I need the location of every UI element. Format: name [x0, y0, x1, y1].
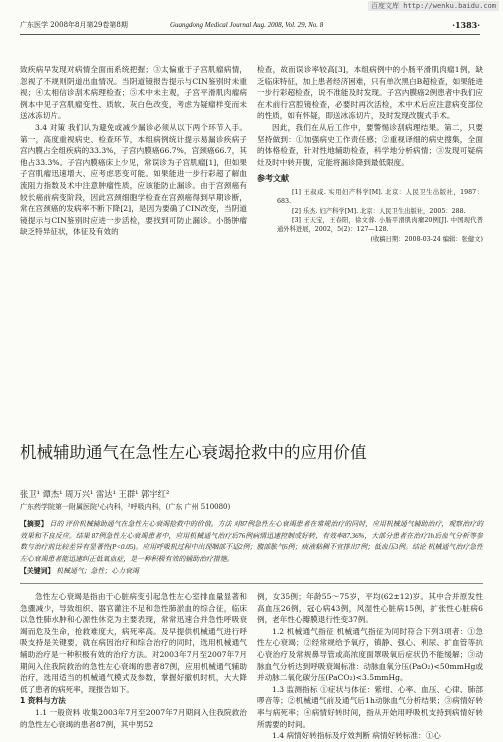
paragraph: 1.1 一般资料 收集2003年7月至2007年7月期间入住我院救治的急性左心衰竭的患者87例，其中男52	[20, 707, 247, 729]
paragraph: 1.3 监测指标 ①症状与体征：紫绀、心率、血压、心律、肺部啰音等；②机械通气前及通气后1h动脉血气分析结果；③病情好转率与病死率；④病情好转时间，指从开始用呼吸机支持到病情好转所需要的时间。	[257, 684, 483, 729]
received-date: (收稿日期：2008-03-24 编辑：张健文)	[370, 236, 483, 244]
reference-item: [2] 乐杰. 妇产科学[M]. 北京：人民卫生出版社，2005：288.	[292, 207, 466, 215]
abstract-label: 【摘要】	[20, 520, 48, 528]
paragraph: 例，女35例；年龄55～75岁，平均(62±12)岁。其中合并原发性高血压26例，冠心病43例，风湿性心脏病15例，扩张性心脏病6例，老年性心瓣膜退行性变37例。	[257, 592, 483, 625]
paragraph: 1.4 病情好转指标及疗效判断 病情好转标准：①心	[272, 731, 441, 741]
top-left-column	[20, 64, 247, 238]
abstract-text: 目的 评价机械辅助通气在急性左心衰竭抢救中的价值。方法 对87例急性左心衰竭患者在常规治疗的同时，应用机械通气辅助治疗，观察治疗的效果和不良反应。结果 87例急性左心衰竭患者中，应用机械通气治疗后76例病情迅速控制或好转，有效率87.36%，大部分患者在治疗1h后血气分析等参数与治疗前比较差异有显著性(P<0.05)。应用呼吸机过程中出现咽部不适2例；腹部胀气6例；痰液粘稠不宜排出7例；低血压3例。结论 机械通气治疗急性左心衰竭患者能迅速纠正低氧血症，是一种积极有效的辅助治疗措施。	[20, 521, 483, 563]
keywords-text: 机械通气；急性；心力衰竭	[56, 568, 139, 575]
keywords	[20, 566, 483, 578]
reference-item: [3] 王天宝，王春阳，徐文蓉. 小肠平滑肌肉瘤20例[J]. 中国现代普通外科进展，2002，5(2)：127—128.	[277, 216, 483, 234]
keywords-label: 【关键词】	[20, 567, 55, 575]
header-journal-en: Guangdong Medical Journal Aug. 2008, Vol. 29, No. 8	[170, 21, 324, 29]
paragraph: 致疾病早发现对病情全面而系统把握；③太偏重于子宫肌瘤病情，忽视了不规则阴道出血情况。当阴道镜报告提示与CIN鉴别时未重视；④太相信诊刮术病理检查；⑤术中未主观，子宫平滑肌肉瘤病例本中见子宫肌瘤变性、质软、灰白色改变，考虑为疑瘤样变而未送冰冻切片。	[20, 65, 247, 121]
running-header	[20, 20, 480, 35]
abstract	[20, 519, 483, 578]
divider	[20, 583, 483, 584]
header-journal-cn: 广东医学 2008年8月第29卷第8期	[20, 21, 128, 29]
body-right-column	[257, 591, 483, 742]
author-list: 张卫¹ 谭杰¹ 周万兴¹ 雷达¹ 王群¹ 郭宇红²	[20, 489, 170, 499]
references-heading: 参考文献	[257, 174, 289, 184]
affiliation: 广东药学院第一附属医院¹心内科，²呼吸内科，(广东 广州 510080)	[20, 503, 231, 511]
paragraph: 3.4 对策 我们认为避免或减少漏诊必须从以下两个环节入手。第一，高度重视病史、检查环节，本组病例统计提示易漏诊疾病子宫内膜占全组疾病的33.3%，子宫内膜癌66.7%，宫颈癌66.7，其他占33.3%。子宫内膜癌床上少见，常误诊为子宫肌瘤[1]，但如果子宫肌瘤迅速增大、应考虑恶变可能。如果能进一步行彩超了解血流阻力指数及术中注意肿瘤性质，应该能防止漏诊。由于宫颈癌有较长癌前病变阶段，因此宫颈细胞学检查在宫颈癌得到早期诊断，常在宫颈癌的发病率不断下降[2]，是因为要确了CIN改变，当阴道镜提示与CIN鉴别时应进一步活检，要找到可防止漏诊。小肠肿瘤缺乏特异征状，体征及有效的	[20, 122, 247, 237]
watermark: 百度文库 http://wenku.baidu.com	[368, 1, 499, 11]
reference-item: [1] 王叔咸. 实用妇产科学[M]. 北京：人民卫生出版社，1987：683.	[277, 188, 483, 206]
page-number: ·1383·	[452, 20, 480, 30]
top-right-column	[257, 64, 483, 244]
paragraph: 检查，故而误诊率较高[3]，本组病例中的小肠平滑肌肉瘤1例，缺乏临床特征，加上患者经济困难，只有单次黑白B超检查，如果能进一步行彩超检查，说不准能及时发现。子宫内膜癌2例患者中我们应在术前行宫腔镜检查，必要时再次活检，术中术后应注意病变部位的性质，如有怀疑，即送冰冻切片，及时发现改腹式手术。	[257, 65, 483, 121]
section-heading: 1 资料与方法	[20, 696, 66, 706]
article-title: 机械辅助通气在急性左心衰竭抢救中的应用价值	[20, 443, 367, 462]
paragraph: 急性左心衰竭是指由于心脏病变引起急性左心室排血量显著和急骤减少，导致组织、器官灌注不足和急性肺淤血的综合征，临床以急性肺水肿和心源性休克为主要表现，常常迅速合并急性呼吸衰竭而危及生命，抢救难度大，病死率高。及早提供机械通气进行呼吸支持是关键要，就在病因治疗和综合治疗的同时，选用机械通气辅助治疗是一种积极有效的治疗方法。对2003年7月至2007年7月期间入住我院救治的急性左心衰竭的患者87例，应用机械通气辅助治疗，选用适当的机械通气模式及参数，掌握好撤机时机，大大降低了患者的病死率，现报告如下。	[20, 592, 247, 694]
paragraph: 1.2 机械通气指征 机械通气指征为同时符合下列3项者：①急性左心衰竭；②经常规给予氧疗，镇静、强心、利尿、扩血管等抗心衰治疗及常规鼻导管或高浓度面罩吸氧后症状仍不能缓解；③动脉血气分析达到呼吸衰竭标准：动脉血氧分压(PaO₂)<50mmHg或并动脉二氧化碳分压(PaCO₂)<3.5mmHg。	[257, 626, 483, 683]
body-left-column	[20, 591, 247, 730]
paragraph: 因此，我们在从后工作中，要警惕诊刮病理结果。第二，只要坚持做到：①加强病史工作责任感；②重视译细的病史搜集，全面的体格检查，针对性地辅助检查，科学地分析病情；③发现可疑病灶及时中转开腹，定能将漏诊降到最低限度。	[257, 122, 483, 167]
